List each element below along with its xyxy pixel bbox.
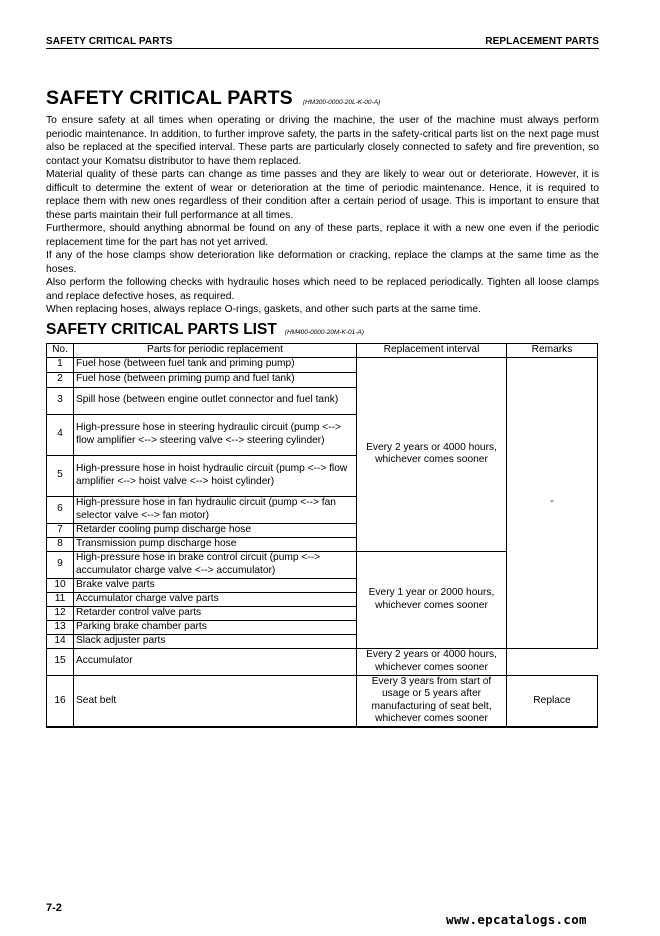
- row-no: 1: [47, 357, 74, 372]
- row-no: 2: [47, 372, 74, 387]
- page-title-code: (HM300-0000-20L-K-00-A): [302, 99, 381, 106]
- table-row: [47, 648, 598, 675]
- row-no: 15: [47, 648, 74, 675]
- list-title-code: (HM400-0000-20M-K-01-A): [284, 329, 364, 336]
- col-header-parts: Parts for periodic replacement: [74, 344, 357, 358]
- page-title-text: SAFETY CRITICAL PARTS: [46, 87, 293, 109]
- table-header-row: [47, 344, 598, 358]
- interval-cell: Every 2 years or 4000 hours, whichever comes sooner: [357, 648, 507, 675]
- row-no: 3: [47, 387, 74, 414]
- row-no: 4: [47, 414, 74, 455]
- row-no: 5: [47, 455, 74, 496]
- header-chapter-title: REPLACEMENT PARTS: [485, 36, 599, 47]
- row-part: Slack adjuster parts: [74, 634, 357, 648]
- header-section-title: SAFETY CRITICAL PARTS: [46, 36, 173, 47]
- row-part: Transmission pump discharge hose: [74, 537, 357, 551]
- col-header-no: No.: [47, 344, 74, 358]
- remarks-cell: -: [507, 357, 598, 648]
- row-part: Fuel hose (between fuel tank and priming pump): [74, 357, 357, 372]
- list-title-text: SAFETY CRITICAL PARTS LIST: [46, 321, 277, 338]
- paragraph: To ensure safety at all times when operating or driving the machine, the user of the machine must always perform periodic maintenance. In addition, to further improve safety, the parts in the safety-critical parts list on the next page must also be replaced at the specified interval. These parts are particularly closely connected to safety and fire prevention, so contact your Komatsu distributor to have them replaced.: [46, 115, 599, 167]
- table-row: [47, 357, 598, 372]
- row-part: Seat belt: [74, 675, 357, 727]
- row-no: 9: [47, 551, 74, 578]
- row-part: Retarder cooling pump discharge hose: [74, 523, 357, 537]
- row-part: Retarder control valve parts: [74, 606, 357, 620]
- paragraph: Material quality of these parts can change as time passes and they are likely to wear out or deteriorate. However, it is difficult to determine the extent of wear or deterioration at the time of periodic maintenance. Hence, it is required to replace them with new ones regardless of their condition after a certain period of usage. This is important to ensure that these parts maintain their full performance at all times.: [46, 169, 599, 221]
- list-title: [46, 320, 364, 343]
- row-no: 10: [47, 578, 74, 592]
- paragraph: Furthermore, should anything abnormal be found on any of these parts, replace it with a new one even if the periodic replacement time for the part has not yet arrived.: [46, 223, 599, 248]
- website-watermark: www.epcatalogs.com: [446, 912, 587, 927]
- safety-parts-table: [46, 343, 598, 728]
- table-row: [47, 675, 598, 727]
- row-no: 14: [47, 634, 74, 648]
- row-no: 13: [47, 620, 74, 634]
- row-part: Accumulator: [74, 648, 357, 675]
- remarks-cell: Replace: [507, 675, 598, 727]
- col-header-remarks: Remarks: [507, 344, 598, 358]
- paragraph: When replacing hoses, always replace O-rings, gaskets, and other such parts at the same time.: [46, 304, 481, 315]
- page-number: 7-2: [46, 902, 62, 914]
- row-part: Brake valve parts: [74, 578, 357, 592]
- row-no: 8: [47, 537, 74, 551]
- row-no: 7: [47, 523, 74, 537]
- row-part: High-pressure hose in hoist hydraulic circuit (pump <--> flow amplifier <--> hoist valve <--> hoist cylinder): [74, 455, 357, 496]
- row-part: Spill hose (between engine outlet connector and fuel tank): [74, 387, 357, 414]
- col-header-interval: Replacement interval: [357, 344, 507, 358]
- row-part: Fuel hose (between priming pump and fuel tank): [74, 372, 357, 387]
- row-no: 6: [47, 496, 74, 523]
- interval-cell: Every 2 years or 4000 hours, whichever comes sooner: [357, 357, 507, 551]
- row-no: 12: [47, 606, 74, 620]
- row-part: High-pressure hose in fan hydraulic circuit (pump <--> fan selector valve <--> fan motor): [74, 496, 357, 523]
- row-part: Parking brake chamber parts: [74, 620, 357, 634]
- header-rule: [46, 48, 599, 49]
- row-part: Accumulator charge valve parts: [74, 592, 357, 606]
- row-part: High-pressure hose in steering hydraulic circuit (pump <--> flow amplifier <--> steering valve <--> steering cylinder): [74, 414, 357, 455]
- row-part: High-pressure hose in brake control circuit (pump <--> accumulator charge valve <--> accumulator): [74, 551, 357, 578]
- interval-cell: Every 3 years from start of usage or 5 years after manufacturing of seat belt, whichever comes sooner: [357, 675, 507, 727]
- page-title: [46, 86, 380, 115]
- intro-text: [46, 114, 599, 317]
- row-no: 11: [47, 592, 74, 606]
- interval-cell: Every 1 year or 2000 hours, whichever comes sooner: [357, 551, 507, 648]
- paragraph: If any of the hose clamps show deterioration like deformation or cracking, replace the clamps at the same time as the hoses.: [46, 250, 599, 275]
- row-no: 16: [47, 675, 74, 727]
- paragraph: Also perform the following checks with hydraulic hoses which need to be replaced periodically. Tighten all loose clamps and replace defective hoses, as required.: [46, 277, 599, 302]
